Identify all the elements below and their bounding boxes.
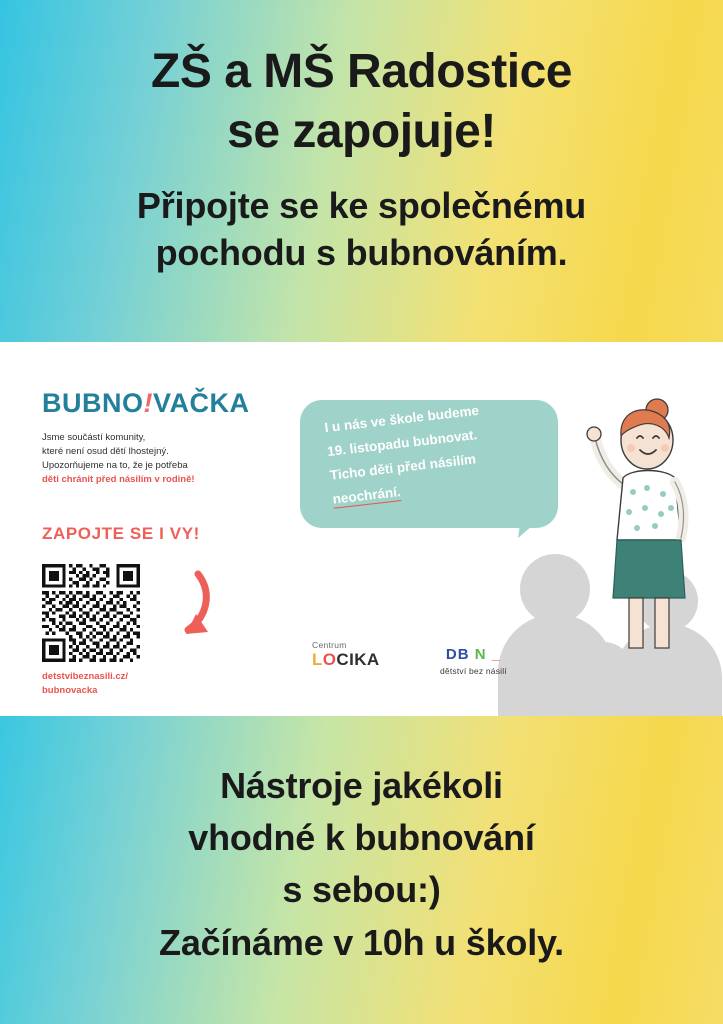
campaign-banner	[0, 342, 723, 716]
locika-letter-o: O	[322, 650, 337, 669]
bubble-line-4: neochrání.	[331, 484, 402, 507]
bubble-line-1: I u nás ve škole budeme	[323, 402, 480, 436]
wordmark-exclamation: !	[143, 388, 153, 418]
curved-arrow-icon	[158, 570, 218, 650]
call-to-action-text: ZAPOJTE SE I VY!	[42, 524, 200, 543]
qr-code-svg	[42, 564, 140, 662]
headline-block	[0, 42, 723, 277]
footer-line-4: Začínáme v 10h u školy.	[159, 921, 564, 963]
tagline-line-1: Jsme součástí komunity,	[42, 432, 146, 443]
locika-centrum-label: Centrum	[312, 640, 347, 650]
headline-line-2: se zapojuje!	[227, 104, 496, 158]
dbn-subtitle: dětství bez násilí	[440, 666, 507, 676]
qr-code[interactable]	[42, 564, 140, 662]
logo-tagline	[42, 431, 267, 487]
bubble-line-3: Ticho děti před násilím	[329, 451, 477, 483]
wordmark-part-2: VAČKA	[153, 388, 250, 418]
locika-rest: CIKA	[336, 650, 380, 669]
bubnovacka-wordmark	[42, 388, 267, 419]
footer-block	[0, 760, 723, 969]
footer-line-1: Nástroje jakékoli	[220, 765, 503, 806]
dbn-wordmark	[440, 646, 507, 663]
footer-line-3: s sebou:)	[282, 869, 441, 911]
teacher-illustration-svg	[585, 392, 710, 657]
campaign-url[interactable]	[42, 670, 128, 698]
tagline-highlight: děti chránit před násilím v rodině!	[42, 474, 195, 486]
locika-logo	[312, 640, 380, 670]
tagline-line-2: které není osud dětí lhostejný.	[42, 445, 169, 457]
locika-wordmark	[312, 650, 380, 670]
dbn-bar: _	[491, 646, 502, 663]
footer-line-2: vhodné k bubnování	[188, 817, 535, 859]
bubnovacka-logo-block	[42, 388, 267, 487]
bubble-line-2: 19. listopadu bubnovat.	[326, 427, 478, 460]
locika-letter-l: L	[312, 650, 323, 669]
headline-line-1: ZŠ a MŠ Radostice	[151, 45, 572, 98]
dbn-letter-n: N	[474, 646, 487, 663]
subheadline-line-2: pochodu s bubnováním.	[155, 231, 568, 273]
speech-bubble-tail	[518, 508, 548, 541]
dbn-logo	[440, 646, 507, 676]
tagline-line-3: Upozorňujeme na to, že je potřeba	[42, 459, 188, 471]
partner-logos	[300, 640, 590, 696]
wordmark-part-1: BUBNO	[42, 388, 144, 418]
curved-arrow-svg	[158, 570, 218, 650]
url-line-2: bubnovacka	[42, 684, 98, 696]
dbn-letters-db: DB	[445, 646, 470, 663]
url-line-1: detstvibeznasili.cz/	[42, 671, 129, 682]
teacher-illustration	[585, 392, 710, 657]
subheadline-line-1: Připojte se ke společnému	[136, 185, 587, 227]
